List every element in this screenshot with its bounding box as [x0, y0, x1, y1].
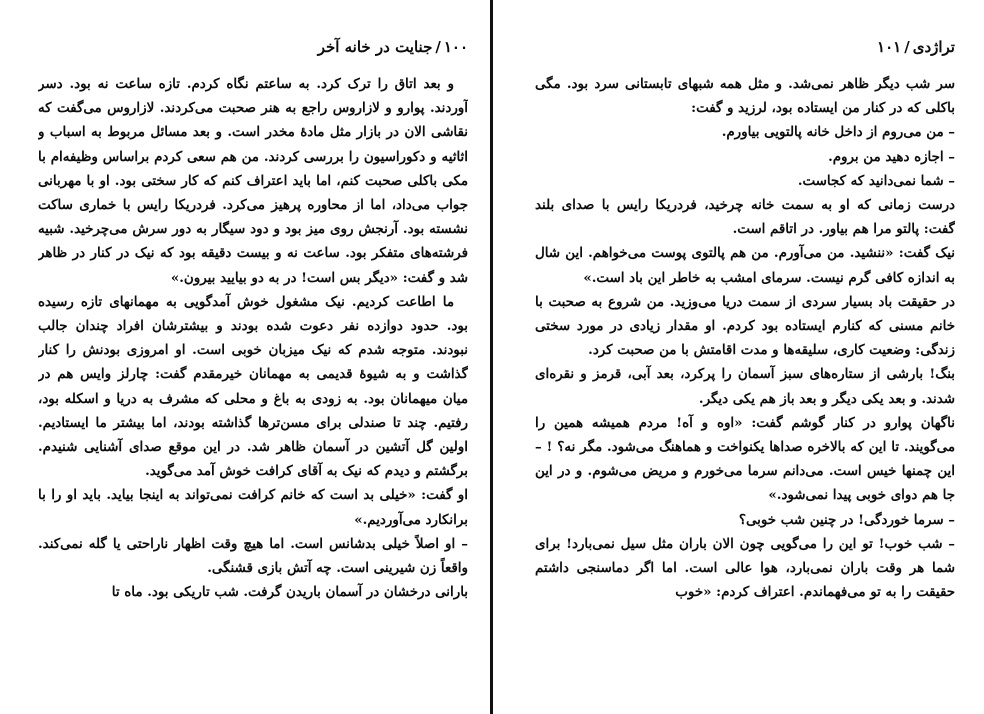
- paragraph: – سرما خوردگی! در چنین شب خوبی؟: [738, 511, 955, 528]
- paragraph: بنگ! بارشی از ستاره‌های سبز آسمان را پرکرد، بعد آبی، قرمز و نقره‌ای شدند. و بعد یکی دیگر و بعد باز هم یکی دیگر.: [535, 366, 955, 407]
- paragraph: ما اطاعت کردیم. نیک مشغول خوش آمدگویی به مهمانهای تازه رسیده بود. حدود دوازده نفر دعوت شده بودند و بیشترشان افراد چندان جالب نبودند. متوجه شدم که نیک میزبان خوبی است. او امروزی بودنش را کنار گذاشت و به شیوهٔ قدیمی به مهمانان خیرمقدم گفت: چارلز وایس هم در میان میهمانان بود. به زودی به باغ و محلی که مشرف به دریا و اسکله بود، رفتیم. چند تا صندلی برای مسن‌ترها گذاشته بودند، اما بیشتر ما ایستادیم. اولین گل آتشین در آسمان ظاهر شد. در این موقع صدای آشنایی شنیدم. برگشتم و دیدم که نیک به آقای کرافت خوش آمد می‌گوید.: [38, 293, 468, 480]
- page-gutter: [490, 0, 493, 714]
- right-running-title: تراژدی: [912, 38, 955, 56]
- paragraph: – اجازه دهید من بروم.: [828, 148, 955, 165]
- left-running-title: جنایت در خانه آخر: [317, 38, 433, 56]
- paragraph: – شما نمی‌دانید که کجاست.: [797, 172, 955, 189]
- left-page-number: ۱۰۰: [443, 38, 468, 56]
- left-header-separator: /: [435, 38, 441, 56]
- left-page-body: [38, 72, 468, 604]
- paragraph: او گفت: «خیلی بد است که خانم کرافت نمی‌تواند به اینجا بیاید. باید او را با برانکارد می‌آوردیم.»: [38, 487, 468, 528]
- paragraph: سر شب دیگر ظاهر نمی‌شد. و مثل همه شبهای تابستانی سرد بود. مگی باکلی که در کنار من ایستاده بود، لرزید و گفت:: [535, 76, 955, 117]
- right-page-header: [535, 38, 955, 60]
- right-page: [535, 0, 955, 714]
- paragraph: نیک گفت: «ننشید. من می‌آورم. من هم پالتوی پوست می‌خواهم. این شال به اندازه کافی گرم نیست. سرمای امشب به خاطر این باد است.»: [535, 245, 955, 286]
- left-page: [38, 0, 468, 714]
- right-header-separator: /: [904, 38, 910, 56]
- paragraph: و بعد اتاق را ترک کرد. به ساعتم نگاه کردم. تازه ساعت نه بود. دسر آوردند. پوارو و لازاروس راجع به هنر صحبت می‌کردند. لازاروس می‌گفت که نقاشی الان در بازار مثل مادهٔ مخدر است. و بعد مسائل مربوط به اسباب و اثاثیه و دکوراسیون را بررسی کردند. من هم سعی کردم براساس وظیفه‌ام با مکی باکلی صحبت کنم، اما باید اعتراف کنم که کار سختی بود. او با مهربانی جواب می‌داد، اما از محاوره پرهیز می‌کرد. فردریکا رایس با خماری ساکت نشسته بود. آرنجش روی میز بود و دود سیگار به دور سرش می‌چرخید. شبیه فرشته‌های متفکر بود. ساعت نه و بیست دقیقه بود که نیک در کنار در ظاهر شد و گفت: «دیگر بس است! در به دو بیایید بیرون.»: [38, 76, 468, 286]
- right-page-number: ۱۰۱: [877, 38, 902, 56]
- right-page-body: [535, 72, 955, 604]
- paragraph: بارانی درخشان در آسمان باریدن گرفت. شب تاریکی بود. ماه تا: [111, 584, 468, 601]
- paragraph: – شب خوب! تو این را می‌گویی چون الان باران مثل سیل نمی‌بارد! برای شما هر وقت باران نمی‌بارد، هوا عالی است. اما اگر دماسنجی داشتم حقیقت را به تو می‌فهماندم. اعتراف کردم: «خوب: [535, 535, 955, 601]
- paragraph: – من می‌روم از داخل خانه پالتویی بیاورم.: [721, 124, 955, 141]
- paragraph: در حقیقت باد بسیار سردی از سمت دریا می‌وزید. من شروع به صحبت با خانم مسنی که کنارم ایستاده بود کردم. او مقدار زیادی در مورد سختی زندگی: وضعیت کاری، سلیقه‌ها و مدت اقامتش با من صحبت کرد.: [535, 293, 955, 359]
- paragraph: درست زمانی که او به سمت خانه چرخید، فردریکا رایس با صدای بلند گفت: پالتو مرا هم بیاور. در اتاقم است.: [535, 197, 955, 238]
- paragraph: ناگهان پوارو در کنار گوشم گفت: «اوه و آه! مردم همیشه همین را می‌گویند. تا این که بالاخره صداها یکنواخت و هماهنگ می‌شود. مگر نه؟ ! – این چمنها خیس است. می‌دانم سرما می‌خورم و مریض می‌شوم. و در این جا هم دوای خوبی پیدا نمی‌شود.»: [535, 414, 955, 504]
- left-page-header: [38, 38, 468, 60]
- paragraph: – او اصلاً خیلی بدشانس است. اما هیچ وقت اظهار ناراحتی یا گله نمی‌کند. واقعاً زن شیرینی است. چه آتش بازی قشنگی.: [38, 535, 468, 577]
